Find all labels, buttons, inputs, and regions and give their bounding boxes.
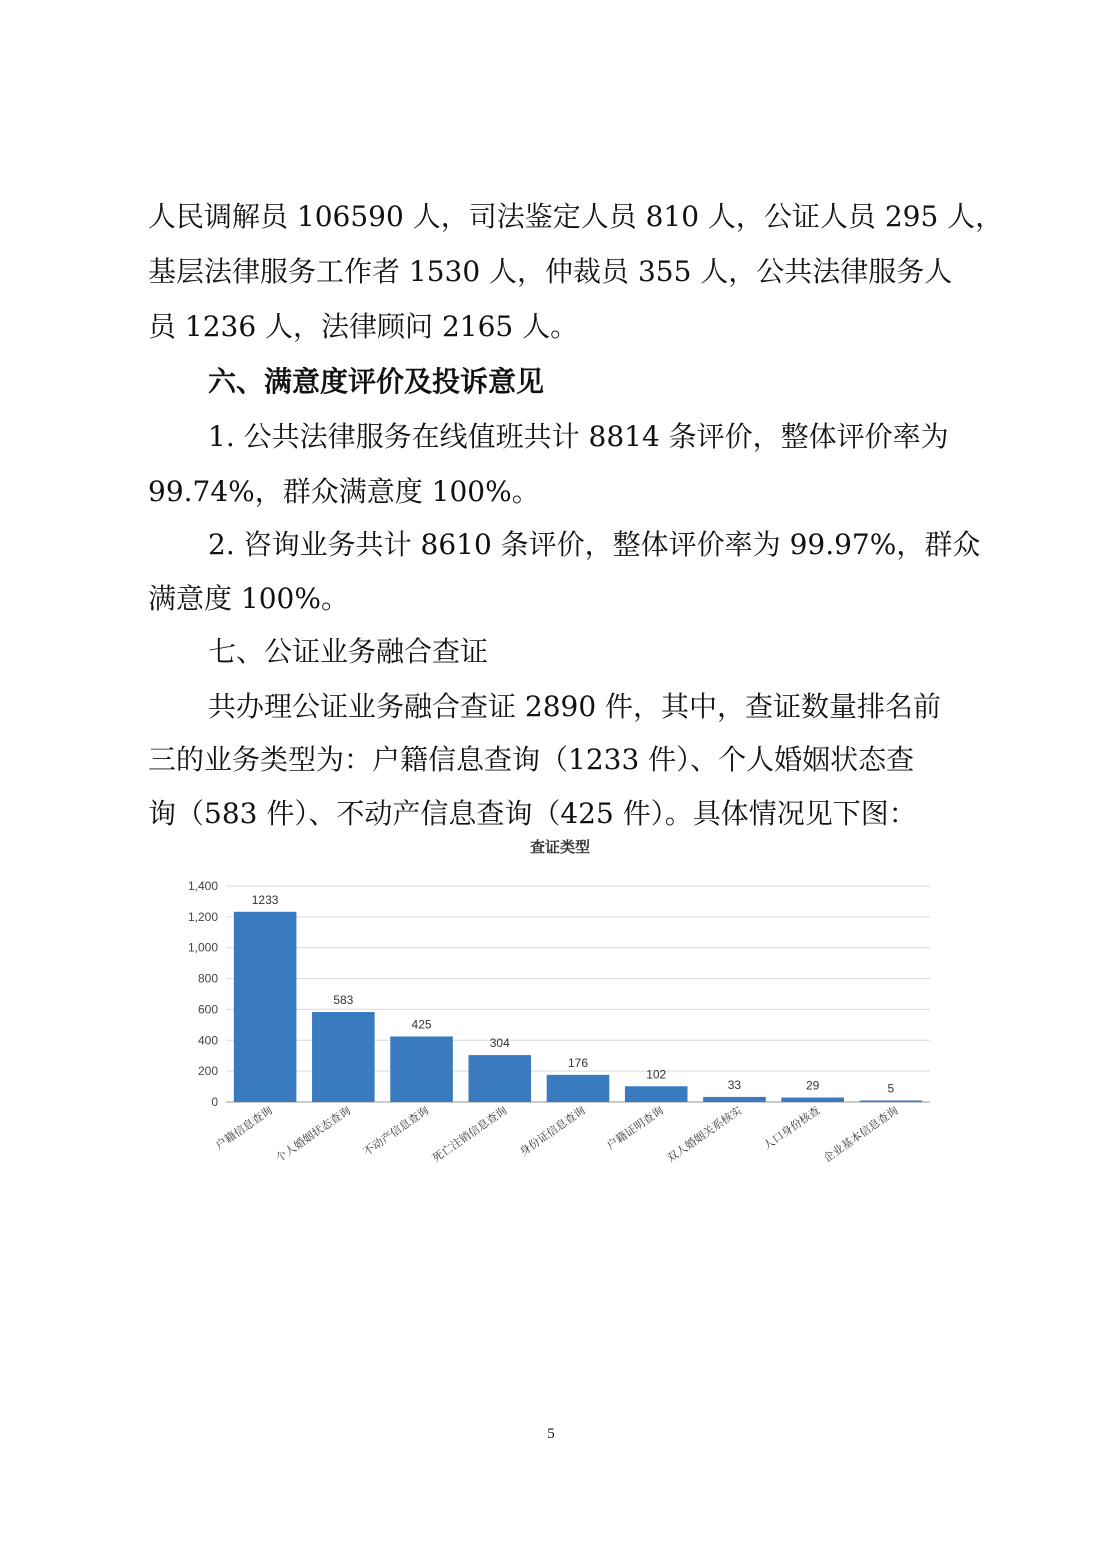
y-tick-label: 200 [197, 1064, 218, 1079]
text-line-1: 人民调解员 106590 人，司法鉴定人员 810 人，公证人员 295 人， [148, 200, 1004, 233]
bar [625, 1086, 688, 1102]
category-label: 个人婚姻状态查询 [273, 1103, 354, 1165]
data-label: 425 [411, 1017, 432, 1032]
y-tick-label: 1,200 [187, 909, 218, 924]
y-tick-label: 0 [211, 1095, 218, 1109]
chart-title: 查证类型 [529, 838, 591, 856]
category-label: 身份证信息查询 [517, 1103, 588, 1159]
category-label: 不动产信息查询 [360, 1103, 432, 1159]
page-number: 5 [547, 1426, 555, 1442]
item-1-line-1: 1. 公共法律服务在线值班共计 8814 条评价，整体评价率为 [208, 420, 949, 453]
data-label: 29 [805, 1078, 820, 1093]
data-label: 583 [333, 993, 354, 1008]
bar [234, 912, 297, 1102]
data-label: 304 [489, 1036, 510, 1051]
category-label: 双人婚姻关系核实 [664, 1103, 745, 1165]
category-label: 死亡注销信息查询 [429, 1103, 510, 1165]
bar [703, 1097, 766, 1102]
section-7-heading: 七、公证业务融合查证 [208, 635, 489, 668]
bar [312, 1012, 375, 1102]
chart-bars [234, 893, 922, 1102]
notary-line-1: 共办理公证业务融合查证 2890 件，其中，查证数量排名前 [208, 690, 942, 723]
y-tick-label: 400 [197, 1033, 218, 1048]
bar [860, 1101, 923, 1103]
y-tick-label: 1,400 [187, 879, 218, 893]
item-2-line-1: 2. 咨询业务共计 8610 条评价，整体评价率为 99.97%，群众 [208, 528, 981, 561]
data-label: 1233 [251, 892, 279, 907]
verification-type-chart [170, 830, 950, 1170]
section-6-heading: 六、满意度评价及投诉意见 [208, 365, 545, 398]
data-label: 102 [646, 1067, 667, 1082]
category-label: 户籍证明查询 [604, 1103, 666, 1153]
category-label: 户籍信息查询 [213, 1103, 275, 1153]
text-line-3: 员 1236 人，法律顾问 2165 人。 [148, 310, 579, 343]
category-label: 企业基本信息查询 [821, 1103, 901, 1165]
chart-y-axis [188, 879, 218, 1109]
item-2-line-2: 满意度 100%。 [148, 582, 349, 615]
data-label: 33 [727, 1077, 742, 1092]
category-label: 人口身份核查 [760, 1103, 823, 1153]
data-label: 5 [887, 1081, 895, 1096]
bar [468, 1055, 531, 1102]
y-tick-label: 1,000 [187, 940, 218, 955]
y-tick-label: 600 [197, 1002, 218, 1017]
data-label: 176 [567, 1055, 589, 1070]
y-tick-label: 800 [197, 971, 218, 986]
chart-x-axis [213, 1103, 901, 1165]
notary-line-2: 三的业务类型为：户籍信息查询（1233 件）、个人婚姻状态查 [148, 743, 915, 776]
bar [547, 1075, 610, 1102]
bar [781, 1098, 844, 1102]
item-1-line-2: 99.74%，群众满意度 100%。 [148, 475, 540, 508]
text-line-2: 基层法律服务工作者 1530 人，仲裁员 355 人，公共法律服务人 [148, 255, 953, 288]
bar [390, 1036, 453, 1102]
notary-line-3: 询（583 件）、不动产信息查询（425 件）。具体情况见下图： [148, 797, 917, 830]
